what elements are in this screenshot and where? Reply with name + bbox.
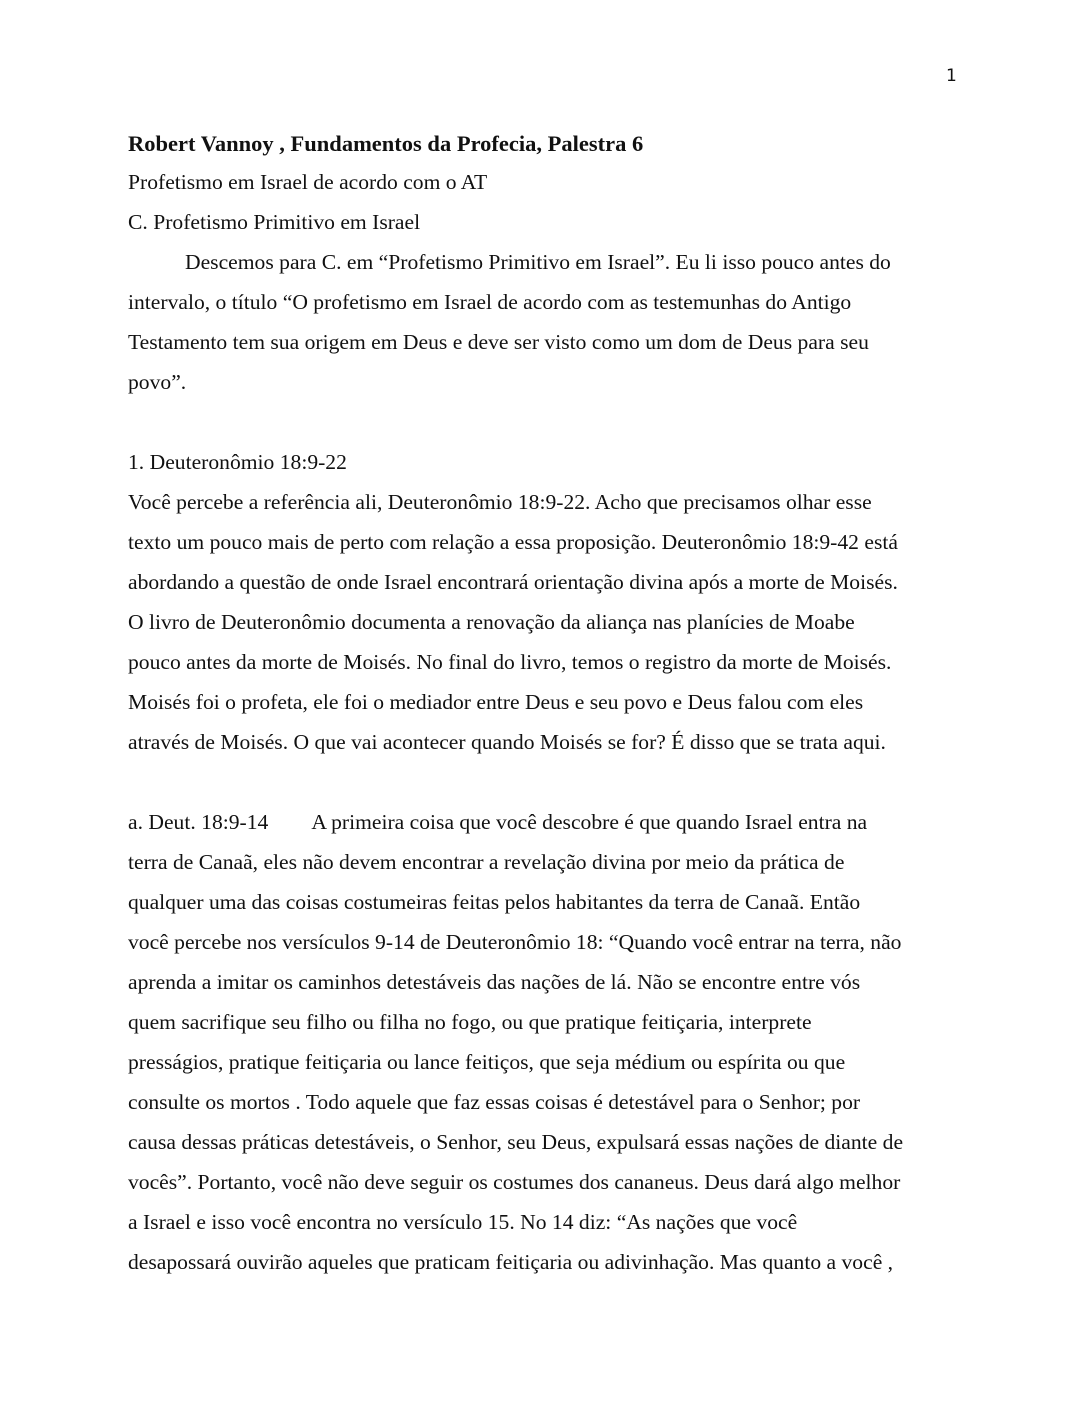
- spacer: [128, 402, 968, 442]
- paragraph-line: intervalo, o título “O profetismo em Israel de acordo com as testemunhas do Antigo: [128, 290, 852, 314]
- paragraph-section-a: [128, 802, 968, 1282]
- paragraph-intro: [128, 242, 968, 402]
- paragraph-line: causa dessas práticas detestáveis, o Senhor, seu Deus, expulsará essas nações de diante de: [128, 1130, 904, 1154]
- paragraph-line: Você percebe a referência ali, Deuteronômio 18:9-22. Acho que precisamos olhar esse: [128, 490, 872, 514]
- paragraph-line: abordando a questão de onde Israel encontrará orientação divina após a morte de Moisés.: [128, 570, 898, 594]
- paragraph-line: [128, 802, 968, 842]
- paragraph-line: Moisés foi o profeta, ele foi o mediador entre Deus e seu povo e Deus falou com eles: [128, 690, 864, 714]
- paragraph-line: desapossará ouvirão aqueles que praticam feitiçaria ou adivinhação. Mas quanto a você ,: [128, 1250, 894, 1274]
- paragraph-line: Testamento tem sua origem em Deus e deve ser visto como um dom de Deus para seu: [128, 330, 869, 354]
- paragraph-line: vocês”. Portanto, você não deve seguir os costumes dos cananeus. Deus dará algo melhor: [128, 1170, 901, 1194]
- section-heading-1: 1. Deuteronômio 18:9-22: [128, 450, 347, 474]
- paragraph-line-text: A primeira coisa que você descobre é que quando Israel entra na: [311, 810, 868, 834]
- paragraph-line: aprenda a imitar os caminhos detestáveis das nações de lá. Não se encontre entre vós: [128, 970, 861, 994]
- subtitle: Profetismo em Israel de acordo com o AT: [128, 170, 488, 194]
- paragraph-line: a Israel e isso você encontra no versículo 15. No 14 diz: “As nações que você: [128, 1210, 798, 1234]
- paragraph-line: Descemos para C. em “Profetismo Primitivo em Israel”. Eu li isso pouco antes do: [185, 250, 891, 274]
- section-heading-a: a. Deut. 18:9-14: [128, 810, 269, 834]
- paragraph-line: pouco antes da morte de Moisés. No final do livro, temos o registro da morte de Moisés.: [128, 650, 892, 674]
- section-heading-c: C. Profetismo Primitivo em Israel: [128, 210, 421, 234]
- paragraph-line: povo”.: [128, 370, 187, 394]
- paragraph-line: você percebe nos versículos 9-14 de Deuteronômio 18: “Quando você entrar na terra, não: [128, 930, 902, 954]
- paragraph-line: O livro de Deuteronômio documenta a renovação da aliança nas planícies de Moabe: [128, 610, 855, 634]
- paragraph-line: através de Moisés. O que vai acontecer quando Moisés se for? É disso que se trata aqui.: [128, 730, 886, 754]
- document-title: Robert Vannoy , Fundamentos da Profecia, Palestra 6: [128, 131, 644, 156]
- page-number: 1: [946, 66, 957, 86]
- paragraph-line: consulte os mortos . Todo aquele que faz essas coisas é detestável para o Senhor; por: [128, 1090, 861, 1114]
- document-body: [128, 126, 968, 1282]
- paragraph-line: terra de Canaã, eles não devem encontrar a revelação divina por meio da prática de: [128, 850, 845, 874]
- paragraph-line: presságios, pratique feitiçaria ou lance feitiços, que seja médium ou espírita ou que: [128, 1050, 846, 1074]
- paragraph-line: texto um pouco mais de perto com relação a essa proposição. Deuteronômio 18:9-42 está: [128, 530, 898, 554]
- paragraph-line: qualquer uma das coisas costumeiras feitas pelos habitantes da terra de Canaã. Então: [128, 890, 861, 914]
- paragraph-deuteronomy: [128, 482, 968, 762]
- spacer: [128, 762, 968, 802]
- paragraph-line: quem sacrifique seu filho ou filha no fogo, ou que pratique feitiçaria, interprete: [128, 1010, 812, 1034]
